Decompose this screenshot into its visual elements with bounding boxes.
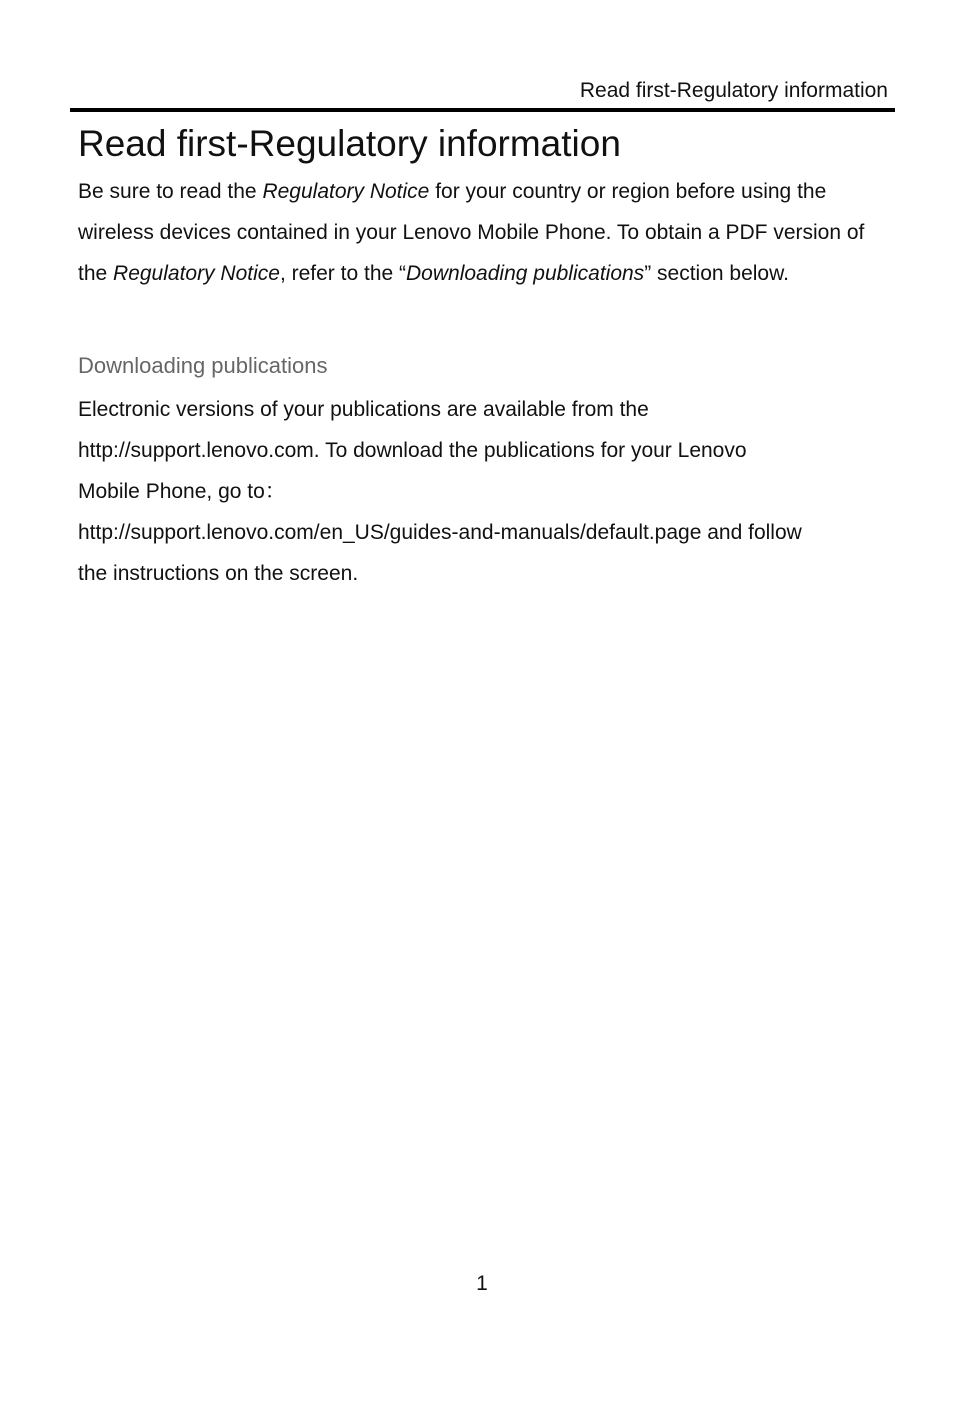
- downloading-line: Mobile Phone, go to：: [78, 480, 286, 503]
- running-header: Read first-Regulatory information: [579, 79, 888, 102]
- downloading-line: Electronic versions of your publications are available from the: [78, 398, 649, 421]
- downloading-line: http://support.lenovo.com/en_US/guides-and-manuals/default.page and follow: [78, 521, 802, 544]
- header-rule: [70, 108, 895, 112]
- downloading-line: the instructions on the screen.: [78, 562, 359, 585]
- intro-text-3: , refer to the “: [279, 262, 407, 285]
- downloading-paragraph: [78, 389, 898, 594]
- intro-text-1: Be sure to read the: [78, 180, 263, 203]
- page-number: 1: [476, 1272, 488, 1295]
- section-heading-downloading: Downloading publications: [78, 353, 328, 378]
- downloading-line: http://support.lenovo.com. To download the publications for your Lenovo: [78, 439, 747, 462]
- regulatory-notice-emphasis: Regulatory Notice: [262, 180, 430, 203]
- section-reference-emphasis: Downloading publications: [406, 262, 645, 285]
- intro-paragraph: [78, 171, 893, 294]
- intro-text-2: for your country or region before using the wireless devices contained in your Lenovo Mobile Phone. To obtain a PDF version of the: [78, 180, 865, 285]
- regulatory-notice-emphasis: Regulatory Notice: [113, 262, 280, 285]
- page-title: Read first-Regulatory information: [78, 123, 621, 164]
- intro-text-4: ” section below.: [644, 262, 789, 285]
